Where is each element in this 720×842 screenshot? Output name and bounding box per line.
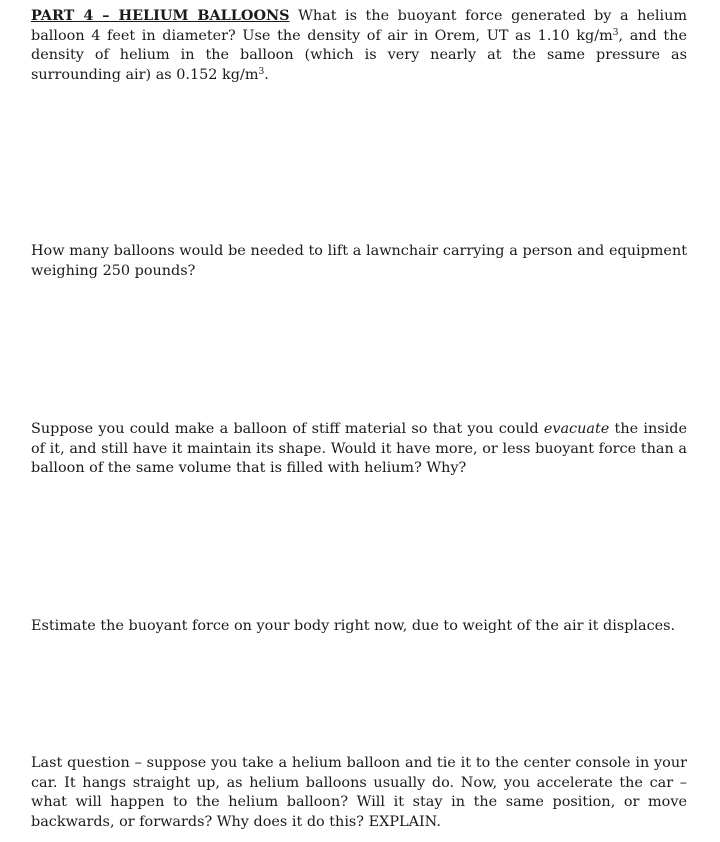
emphasized-word: evacuate <box>543 421 610 437</box>
question-balloon-count <box>31 242 687 281</box>
question-text: What is the buoyant force generated by a helium balloon 4 feet in diameter? Use the density of air in Orem, UT as 1.10 kg/m <box>31 8 687 44</box>
question-text: the inside of it, and still have it maintain its shape. Would it have more, or less buoyant force than a balloon of the same volume that is filled with helium? Why? <box>31 421 687 477</box>
question-helium-buoyant-force <box>31 6 687 85</box>
question-evacuated-balloon <box>31 420 687 479</box>
question-text: How many balloons would be needed to lift a lawnchair carrying a person and equipment weighing 250 pounds? <box>31 243 687 279</box>
question-text: Last question – suppose you take a helium balloon and tie it to the center console in your car. It hangs straight up, as helium balloons usually do. Now, you accelerate the car – what will happen to the helium balloon? Will it stay in the same position, or move backwards, or forwards? Why does it do this? EXPLAIN. <box>31 755 687 830</box>
question-balloon-in-car <box>31 754 687 832</box>
question-body-buoyant-force <box>31 617 687 637</box>
superscript: 3 <box>258 66 265 77</box>
question-text: . <box>264 66 269 83</box>
question-text: Suppose you could make a balloon of stiff material so that you could <box>31 421 544 437</box>
superscript: 3 <box>612 27 619 38</box>
question-text: , and the density of helium in the balloon (which is very nearly at the same pressure as surrounding air) as 0.152 kg/m <box>31 27 687 83</box>
question-text: Estimate the buoyant force on your body right now, due to weight of the air it displaces. <box>31 618 676 634</box>
section-heading: PART 4 – HELIUM BALLOONS <box>31 7 290 24</box>
